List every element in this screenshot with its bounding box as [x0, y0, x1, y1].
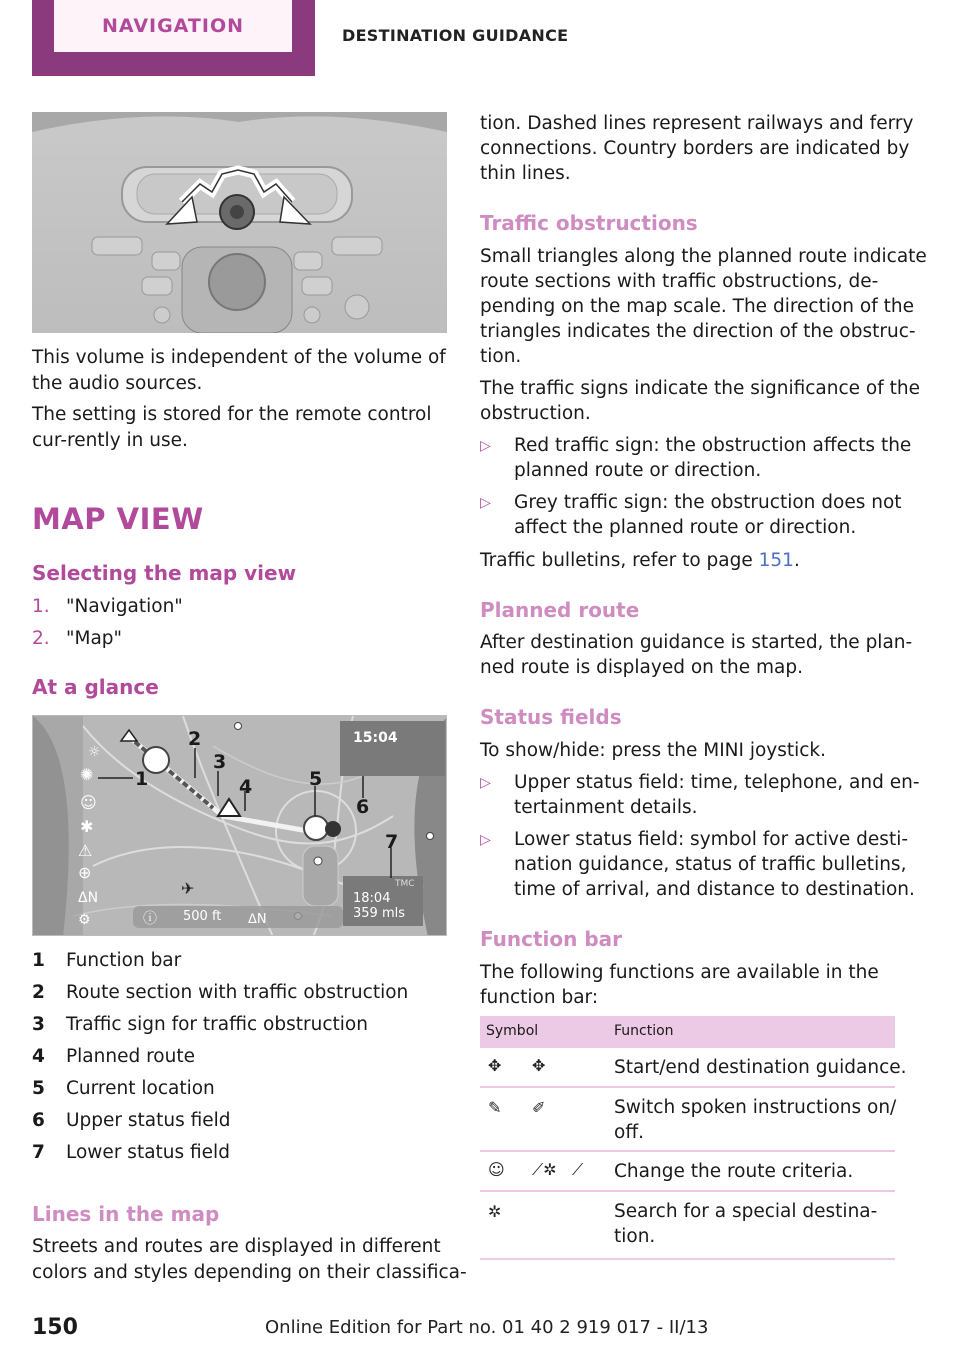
- map-time: 15:04: [353, 730, 398, 746]
- callout-3: 3: [213, 751, 227, 773]
- setting-paragraph: [32, 402, 452, 453]
- map-view-heading: MAP VIEW: [32, 502, 204, 536]
- legend-number: 1: [32, 950, 45, 971]
- route-eco-icon: ⟋: [572, 1160, 584, 1179]
- bullet-text-line: planned route or direction.: [514, 460, 762, 481]
- traffic-para-line: obstruction.: [480, 403, 591, 424]
- step-number: 1.: [32, 596, 50, 617]
- callout-6: 6: [356, 796, 370, 818]
- bullet-arrow-icon: ▷: [480, 775, 491, 791]
- reference-text: Traffic bulletins, refer to page: [480, 550, 759, 571]
- planned-route-heading: Planned route: [480, 598, 640, 622]
- map-scale: 500 ft: [183, 909, 222, 924]
- traffic-para-line: Small triangles along the planned route indicate: [480, 246, 927, 267]
- legend-text: Current location: [66, 1078, 215, 1099]
- end-guidance-icon: ✥: [532, 1056, 546, 1075]
- traffic-para-line: The traffic signs indicate the significance of the: [480, 378, 920, 399]
- svg-text:⚙: ⚙: [78, 912, 91, 928]
- page-number: 150: [32, 1315, 78, 1340]
- svg-text:✱: ✱: [80, 817, 94, 836]
- bullet-arrow-icon: ▷: [480, 495, 491, 511]
- svg-text:ⓘ: ⓘ: [143, 911, 157, 927]
- legend-text: Function bar: [66, 950, 182, 971]
- function-para-line: function bar:: [480, 987, 599, 1008]
- svg-text:⊕: ⊕: [78, 863, 92, 882]
- legend-number: 6: [32, 1110, 45, 1131]
- callout-5: 5: [309, 768, 323, 790]
- svg-text:ᐃN: ᐃN: [248, 912, 267, 927]
- route-fast-icon: ☺: [488, 1160, 505, 1179]
- volume-paragraph: [32, 345, 452, 396]
- traffic-para-line: route sections with traffic obstructions, de-: [480, 271, 879, 292]
- svg-text:ᐃN: ᐃN: [78, 890, 99, 906]
- page-151-link[interactable]: 151: [758, 550, 794, 571]
- step-text: "Navigation": [66, 596, 183, 617]
- legend-number: 3: [32, 1014, 45, 1035]
- planned-para-line: ned route is displayed on the map.: [480, 657, 803, 678]
- step-text: "Map": [66, 628, 123, 649]
- svg-text:⚠: ⚠: [78, 841, 93, 860]
- callout-2: 2: [188, 728, 202, 750]
- step-number: 2.: [32, 628, 50, 649]
- step-2: [32, 626, 123, 652]
- table-row: [480, 1048, 907, 1088]
- step-1: [32, 594, 183, 620]
- reference-end: .: [793, 550, 800, 571]
- map-screenshot: [32, 715, 447, 936]
- header-tab-bar: [32, 0, 315, 76]
- bullet-text-line: nation guidance, status of traffic bulletins,: [514, 854, 907, 875]
- planned-para-line: After destination guidance is started, the plan-: [480, 632, 913, 653]
- table-row: [480, 1192, 895, 1260]
- callout-4: 4: [239, 776, 253, 798]
- lines-paragraph-line: colors and styles depending on their classifica-: [32, 1262, 467, 1283]
- table-row: [480, 1152, 895, 1192]
- continued-text-line: thin lines.: [480, 163, 571, 184]
- bullet-text-line: Red traffic sign: the obstruction affects the: [514, 435, 912, 456]
- function-table-header: [480, 1016, 895, 1048]
- table-row: [480, 1088, 895, 1152]
- bullet-text-line: time of arrival, and distance to destination.: [514, 879, 915, 900]
- table-cell-function: Start/end destination guidance.: [614, 1057, 907, 1078]
- lines-paragraph-line: Streets and routes are displayed in different: [32, 1236, 441, 1257]
- bullet-text-line: affect the planned route or direction.: [514, 517, 857, 538]
- map-arrival-time: 18:04: [353, 891, 391, 906]
- callout-1: 1: [135, 768, 149, 790]
- start-guidance-icon: ✥: [488, 1056, 502, 1075]
- callout-7: 7: [385, 831, 399, 853]
- status-fields-heading: Status fields: [480, 705, 622, 729]
- legend-text: Lower status field: [66, 1142, 230, 1163]
- bullet-text-line: Upper status field: time, telephone, and en-: [514, 772, 920, 793]
- traffic-bulletins-reference: [480, 548, 800, 574]
- traffic-para-line: pending on the map scale. The direction of the: [480, 296, 914, 317]
- at-a-glance-heading: At a glance: [32, 675, 159, 699]
- function-column-header: Function: [614, 1023, 674, 1039]
- bullet-text-line: Grey traffic sign: the obstruction does not: [514, 492, 902, 513]
- legend-number: 2: [32, 982, 45, 1003]
- status-para: To show/hide: press the MINI joystick.: [480, 740, 827, 761]
- function-para-line: The following functions are available in the: [480, 962, 879, 983]
- bullet-arrow-icon: ▷: [480, 438, 491, 454]
- continued-text-line: connections. Country borders are indicated by: [480, 138, 910, 159]
- legend-number: 4: [32, 1046, 45, 1067]
- svg-text:☼: ☼: [88, 744, 101, 760]
- header-section-title: DESTINATION GUIDANCE: [342, 26, 569, 45]
- traffic-para-line: triangles indicates the direction of the obstruc-: [480, 321, 916, 342]
- table-cell-function: Change the route criteria.: [614, 1161, 854, 1182]
- header-chapter-tab[interactable]: NAVIGATION: [54, 0, 292, 52]
- route-short-icon: ⟋✲: [532, 1160, 557, 1179]
- controls-photo: [32, 112, 447, 333]
- table-cell-function: tion.: [614, 1226, 656, 1247]
- legend-number: 7: [32, 1142, 45, 1163]
- continued-text-line: tion. Dashed lines represent railways and ferry: [480, 113, 914, 134]
- voice-off-icon: ✐: [532, 1098, 546, 1117]
- setting-text: The setting is stored for the remote control cur-rently in use.: [32, 404, 432, 451]
- voice-on-icon: ✎: [488, 1098, 502, 1117]
- map-distance: 359 mls: [353, 906, 405, 921]
- table-cell-function: Search for a special destina-: [614, 1201, 878, 1222]
- traffic-obstructions-heading: Traffic obstructions: [480, 211, 698, 235]
- map-tmc-label: TMC: [395, 879, 415, 889]
- function-bar-heading: Function bar: [480, 927, 623, 951]
- legend-text: Traffic sign for traffic obstruction: [66, 1014, 368, 1035]
- table-cell-function: Switch spoken instructions on/: [614, 1097, 897, 1118]
- table-cell-function: off.: [614, 1122, 644, 1143]
- traffic-para-line: tion.: [480, 346, 522, 367]
- legend-text: Upper status field: [66, 1110, 231, 1131]
- bullet-text-line: Lower status field: symbol for active desti-: [514, 829, 909, 850]
- legend-text: Planned route: [66, 1046, 195, 1067]
- special-destination-icon: ✲: [488, 1202, 502, 1221]
- volume-text: This volume is independent of the volume of the audio sources.: [32, 347, 446, 394]
- edition-footer: Online Edition for Part no. 01 40 2 919 017 - II/13: [265, 1317, 709, 1338]
- selecting-map-view-heading: Selecting the map view: [32, 561, 297, 585]
- svg-text:✺: ✺: [80, 765, 94, 784]
- bullet-text-line: tertainment details.: [514, 797, 698, 818]
- bullet-arrow-icon: ▷: [480, 832, 491, 848]
- legend-number: 5: [32, 1078, 45, 1099]
- svg-text:☺: ☺: [80, 793, 97, 812]
- symbol-column-header: Symbol: [486, 1023, 539, 1039]
- legend-text: Route section with traffic obstruction: [66, 982, 409, 1003]
- lines-in-map-heading: Lines in the map: [32, 1202, 220, 1226]
- svg-text:✈: ✈: [181, 879, 195, 898]
